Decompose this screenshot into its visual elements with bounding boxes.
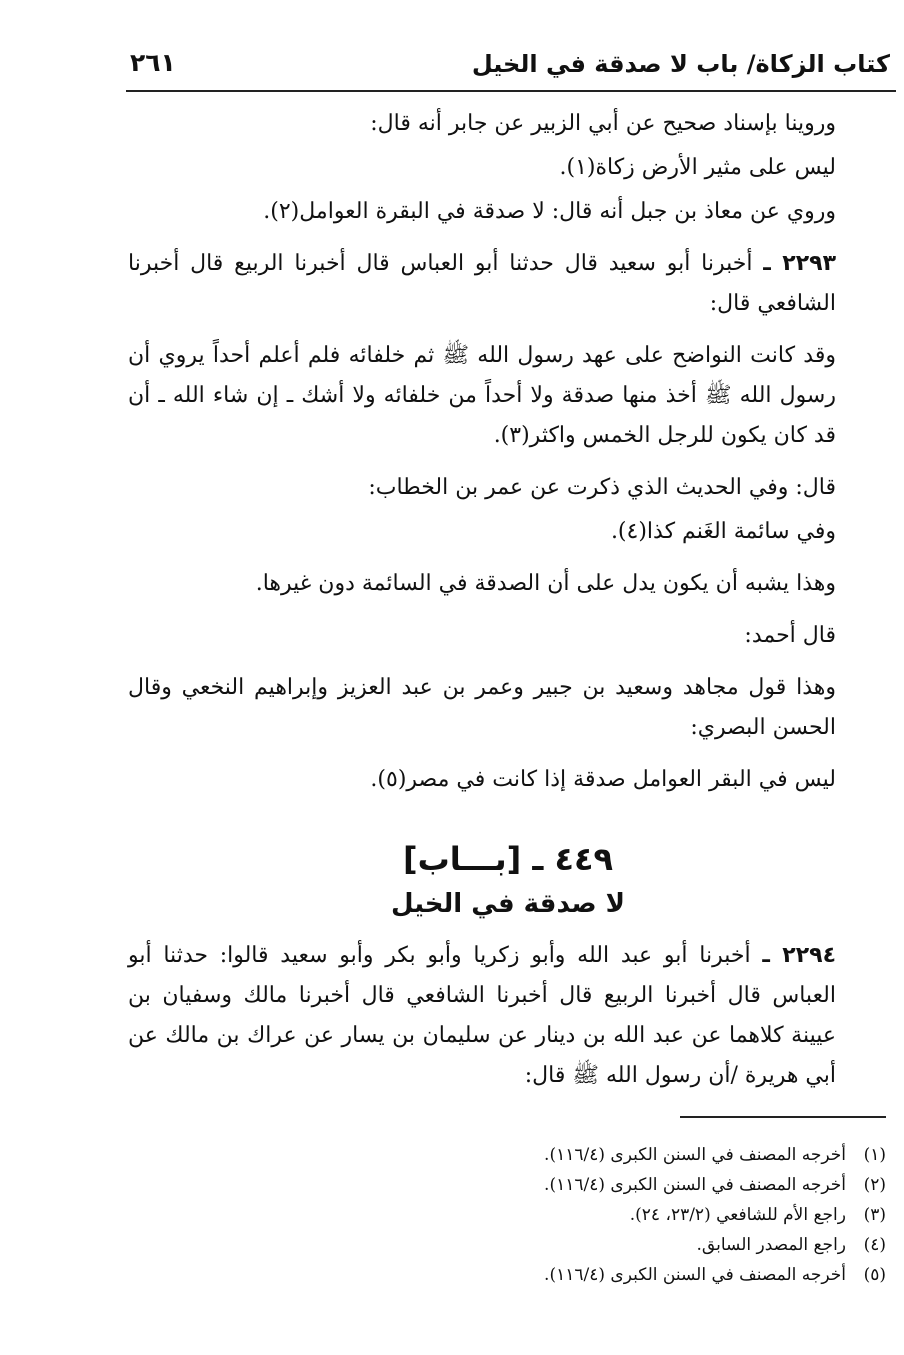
footnote-text: راجع الأم للشافعي (٢٣/٢، ٢٤). bbox=[629, 1205, 846, 1225]
paragraph: قال: وفي الحديث الذي ذكرت عن عمر بن الخطاب: bbox=[368, 475, 836, 500]
paragraph: قال أحمد: bbox=[744, 623, 836, 648]
chapter-heading bbox=[128, 836, 888, 926]
footnote bbox=[126, 1260, 886, 1290]
footnote-text: راجع المصدر السابق. bbox=[696, 1235, 846, 1255]
running-header bbox=[126, 46, 896, 92]
paragraph: وهذا يشبه أن يكون يدل على أن الصدقة في السائمة دون غيرها. bbox=[255, 571, 836, 596]
footnote bbox=[126, 1200, 886, 1230]
footnote-number: (٤) bbox=[863, 1235, 886, 1255]
page-number: ٢٦١ bbox=[130, 48, 176, 77]
footnote bbox=[126, 1230, 886, 1260]
hadith-text: أخبرنا أبو عبد الله وأبو زكريا وأبو بكر وأبو سعيد قالوا: حدثنا أبو العباس قال أخبرنا الربيع قال أخبرنا الشافعي قال أخبرنا مالك وسفيان بن عيينة كلاهما عن عبد الله بن دينار عن سليمان بن يسار عن عراك بن مالك عن أبي هريرة /أن رسول الله ﷺ قال: bbox=[128, 943, 836, 1088]
footnote-text: أخرجه المصنف في السنن الكبرى (١١٦/٤). bbox=[544, 1145, 846, 1165]
footnote bbox=[126, 1140, 886, 1170]
footnote-text: أخرجه المصنف في السنن الكبرى (١١٦/٤). bbox=[544, 1175, 846, 1195]
hadith-text: أخبرنا أبو سعيد قال حدثنا أبو العباس قال أخبرنا الربيع قال أخبرنا الشافعي قال: bbox=[128, 251, 836, 316]
footnote-number: (٥) bbox=[863, 1265, 886, 1285]
footnote-number: (٣) bbox=[863, 1205, 886, 1225]
paragraph: وروينا بإسناد صحيح عن أبي الزبير عن جابر أنه قال: bbox=[370, 111, 836, 136]
paragraph: وهذا قول مجاهد وسعيد بن جبير وعمر بن عبد العزيز وإبراهيم النخعي وقال الحسن البصري: bbox=[128, 675, 836, 740]
chapter-title: كتاب الزكاة/ باب لا صدقة في الخيل bbox=[471, 50, 890, 78]
bab-title: لا صدقة في الخيل bbox=[390, 889, 625, 919]
footnote-number: (١) bbox=[863, 1145, 886, 1165]
footnote bbox=[126, 1170, 886, 1200]
main-text bbox=[128, 104, 888, 1108]
hadith-2294 bbox=[128, 936, 888, 1096]
hadith-number: ٢٢٩٤ ـ bbox=[762, 943, 837, 968]
quoted-text: وفي سائمة الغَنم كذا(٤). bbox=[610, 519, 836, 544]
hadith-number: ٢٢٩٣ ـ bbox=[763, 251, 836, 276]
quoted-text: ليس في البقر العوامل صدقة إذا كانت في مصر(٥). bbox=[370, 767, 836, 792]
paragraph: وروي عن معاذ بن جبل أنه قال: لا صدقة في البقرة العوامل(٢). bbox=[263, 199, 836, 224]
footnote-number: (٢) bbox=[863, 1175, 886, 1195]
footnote-text: أخرجه المصنف في السنن الكبرى (١١٦/٤). bbox=[544, 1265, 846, 1285]
footnote-divider bbox=[680, 1116, 886, 1118]
footnotes bbox=[126, 1140, 886, 1290]
hadith-2293 bbox=[128, 244, 888, 324]
quoted-text: ليس على مثير الأرض زكاة(١). bbox=[559, 155, 836, 180]
bab-number: ٤٤٩ ـ [بـــاب] bbox=[402, 840, 614, 878]
paragraph: وقد كانت النواضح على عهد رسول الله ﷺ ثم خلفائه فلم أعلم أحداً يروي أن رسول الله ﷺ أخذ منها صدقة ولا أحداً من خلفائه ولا أشك ـ إن شاء الله ـ أن قد كان يكون للرجل الخمس واكثر(٣). bbox=[128, 343, 836, 448]
